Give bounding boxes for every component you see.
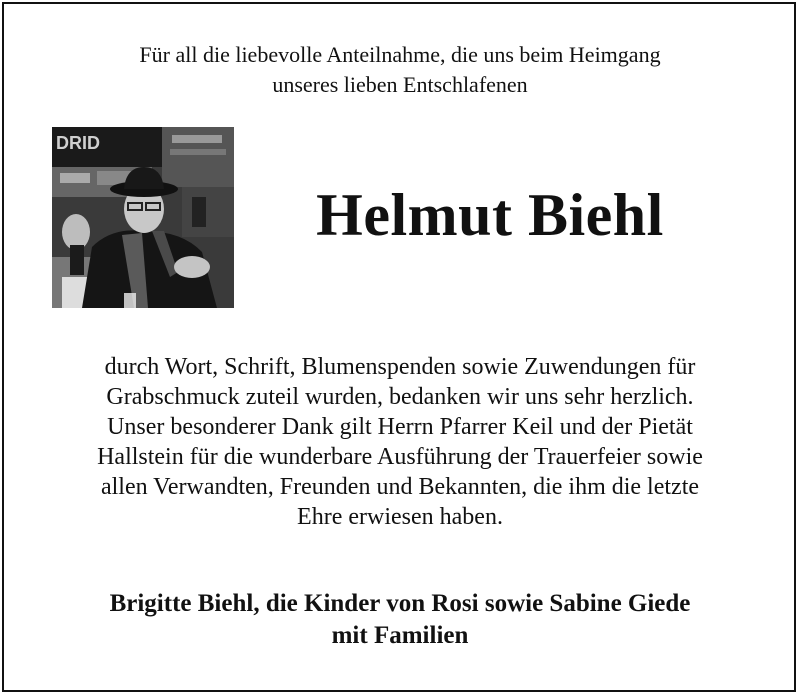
thanks-line: Hallstein für die wunderbare Ausführung der Trauerfeier sowie bbox=[97, 444, 703, 470]
thanks-line: allen Verwandten, Freunden und Bekannten, die ihm die letzte bbox=[100, 474, 700, 500]
deceased-name: Helmut Biehl bbox=[316, 182, 664, 248]
photo-sign-text: DRID bbox=[56, 133, 100, 153]
thanks-line: durch Wort, Schrift, Blumenspenden sowie Zuwendungen für bbox=[104, 354, 696, 380]
intro-line: Für all die liebevolle Anteilnahme, die uns beim Heimgang bbox=[139, 42, 661, 67]
signature-line: Brigitte Biehl, die Kinder von Rosi sowie Sabine Giede bbox=[109, 590, 691, 617]
thanks-line: Ehre erwiesen haben. bbox=[297, 504, 503, 530]
thanks-line: Unser besonderer Dank gilt Herrn Pfarrer Keil und der Pietät bbox=[107, 414, 693, 440]
thanks-line: Grabschmuck zuteil wurden, bedanken wir uns sehr herzlich. bbox=[106, 384, 694, 410]
intro-text bbox=[0, 40, 800, 100]
thanks-text bbox=[40, 352, 760, 532]
intro-line: unseres lieben Entschlafenen bbox=[272, 72, 528, 97]
signature bbox=[0, 588, 800, 652]
signature-line: mit Familien bbox=[331, 622, 469, 649]
portrait-photo bbox=[52, 127, 234, 308]
